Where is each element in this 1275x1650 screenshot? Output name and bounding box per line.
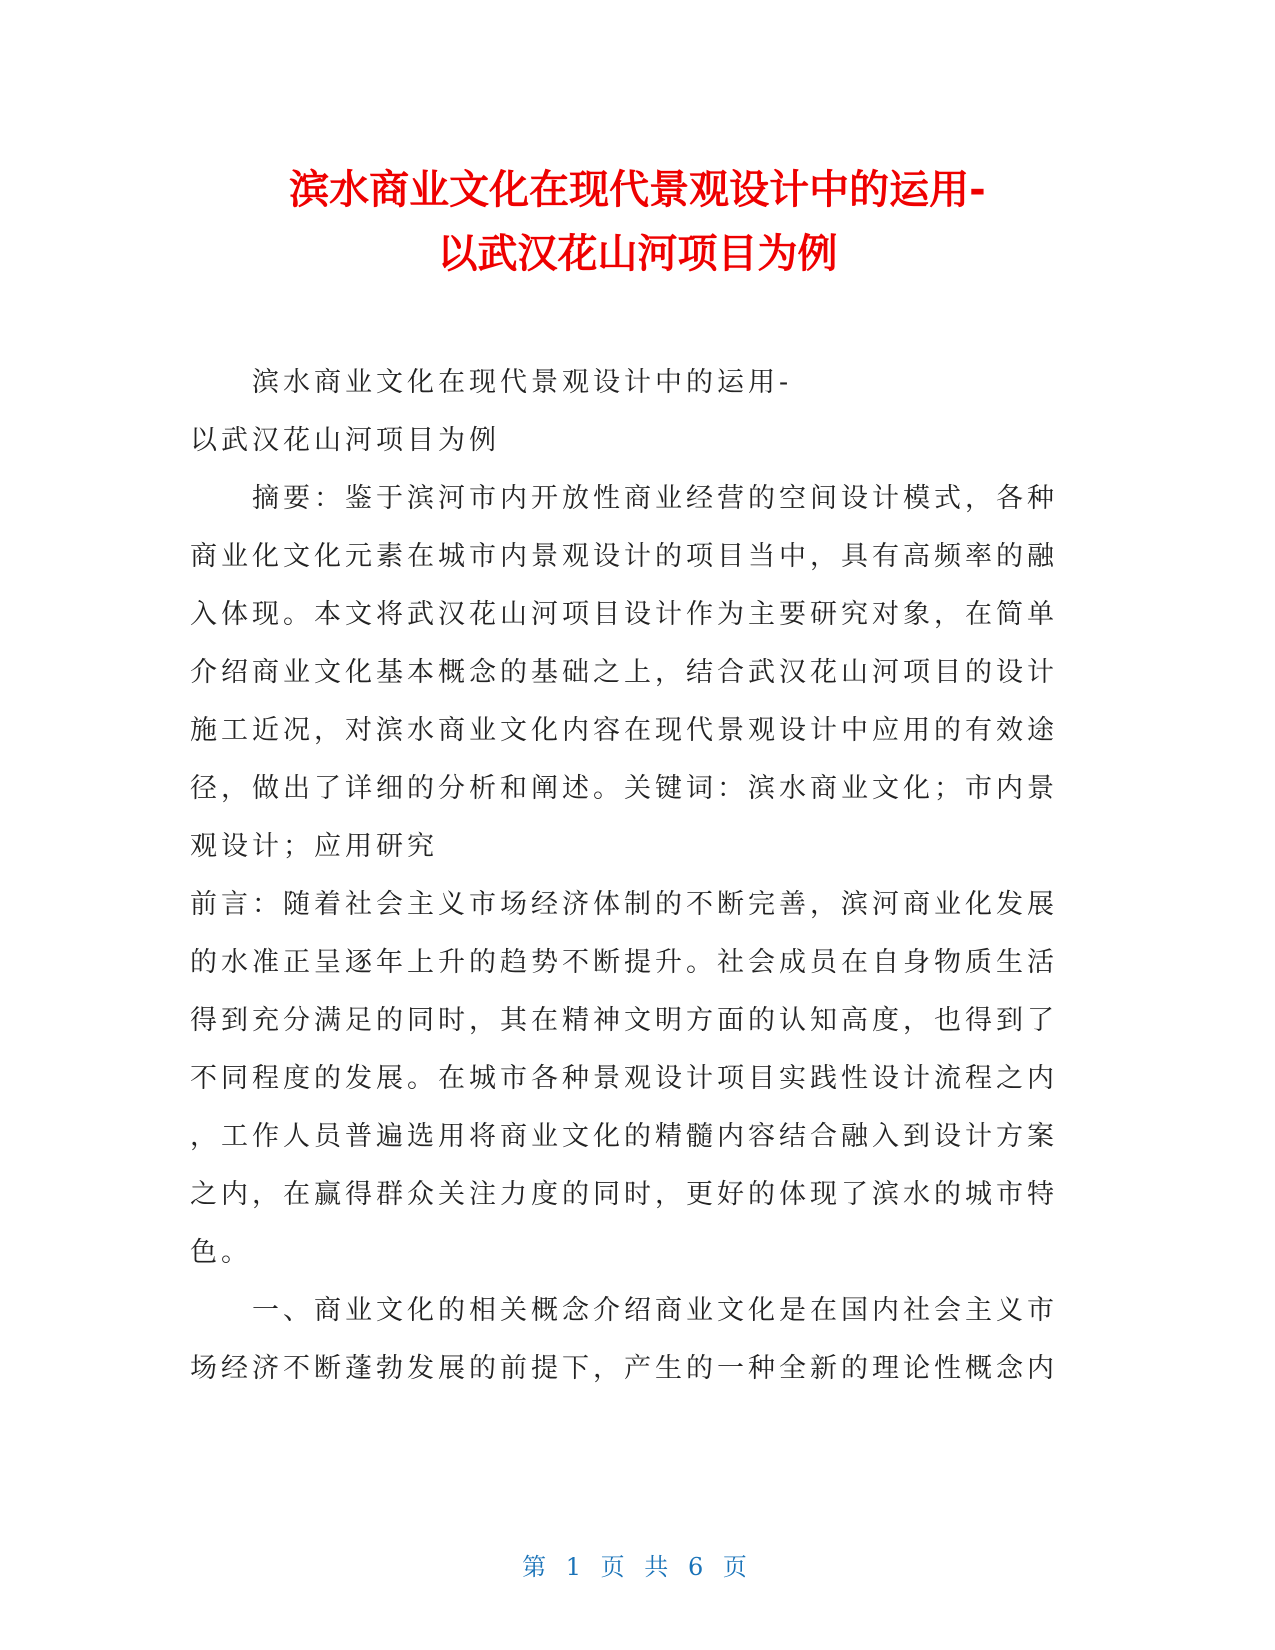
- body-line-9: 观设计；应用研究: [190, 831, 438, 862]
- body-line-15: 之内，在赢得群众关注力度的同时，更好的体现了滨水的城市特: [190, 1179, 1058, 1210]
- body-line-4: 商业化文化元素在城市内景观设计的项目当中，具有高频率的融: [190, 541, 1058, 572]
- body-line-14: ，工作人员普遍选用将商业文化的精髓内容结合融入到设计方案: [190, 1121, 1058, 1152]
- body-line-11: 的水准正呈逐年上升的趋势不断提升。社会成员在自身物质生活: [190, 947, 1058, 978]
- body-line-5: 入体现。本文将武汉花山河项目设计作为主要研究对象，在简单: [190, 599, 1058, 630]
- title-line-1: 滨水商业文化在现代景观设计中的运用-: [289, 167, 986, 213]
- body-line-6: 介绍商业文化基本概念的基础之上，结合武汉花山河项目的设计: [190, 657, 1058, 688]
- body-line-17: 一、商业文化的相关概念介绍商业文化是在国内社会主义市: [252, 1295, 1058, 1326]
- body-line-13: 不同程度的发展。在城市各种景观设计项目实践性设计流程之内: [190, 1063, 1058, 1094]
- body-line-18: 场经济不断蓬勃发展的前提下，产生的一种全新的理论性概念内: [190, 1353, 1058, 1384]
- document-title: [150, 158, 1125, 286]
- title-line-2: 以武汉花山河项目为例: [437, 231, 838, 277]
- body-line-10: 前言：随着社会主义市场经济体制的不断完善，滨河商业化发展: [190, 889, 1058, 920]
- body-line-12: 得到充分满足的同时，其在精神文明方面的认知高度，也得到了: [190, 1005, 1058, 1036]
- body-line-8: 径，做出了详细的分析和阐述。关键词：滨水商业文化；市内景: [190, 773, 1058, 804]
- body-line-7: 施工近况，对滨水商业文化内容在现代景观设计中应用的有效途: [190, 715, 1058, 746]
- page-footer: 第 1 页 共 6 页: [522, 1553, 753, 1581]
- body-line-3: 摘要：鉴于滨河市内开放性商业经营的空间设计模式，各种: [252, 483, 1058, 514]
- body-line-2: 以武汉花山河项目为例: [190, 425, 500, 456]
- body-line-16: 色。: [190, 1237, 252, 1268]
- body-line-1: 滨水商业文化在现代景观设计中的运用-: [252, 367, 793, 398]
